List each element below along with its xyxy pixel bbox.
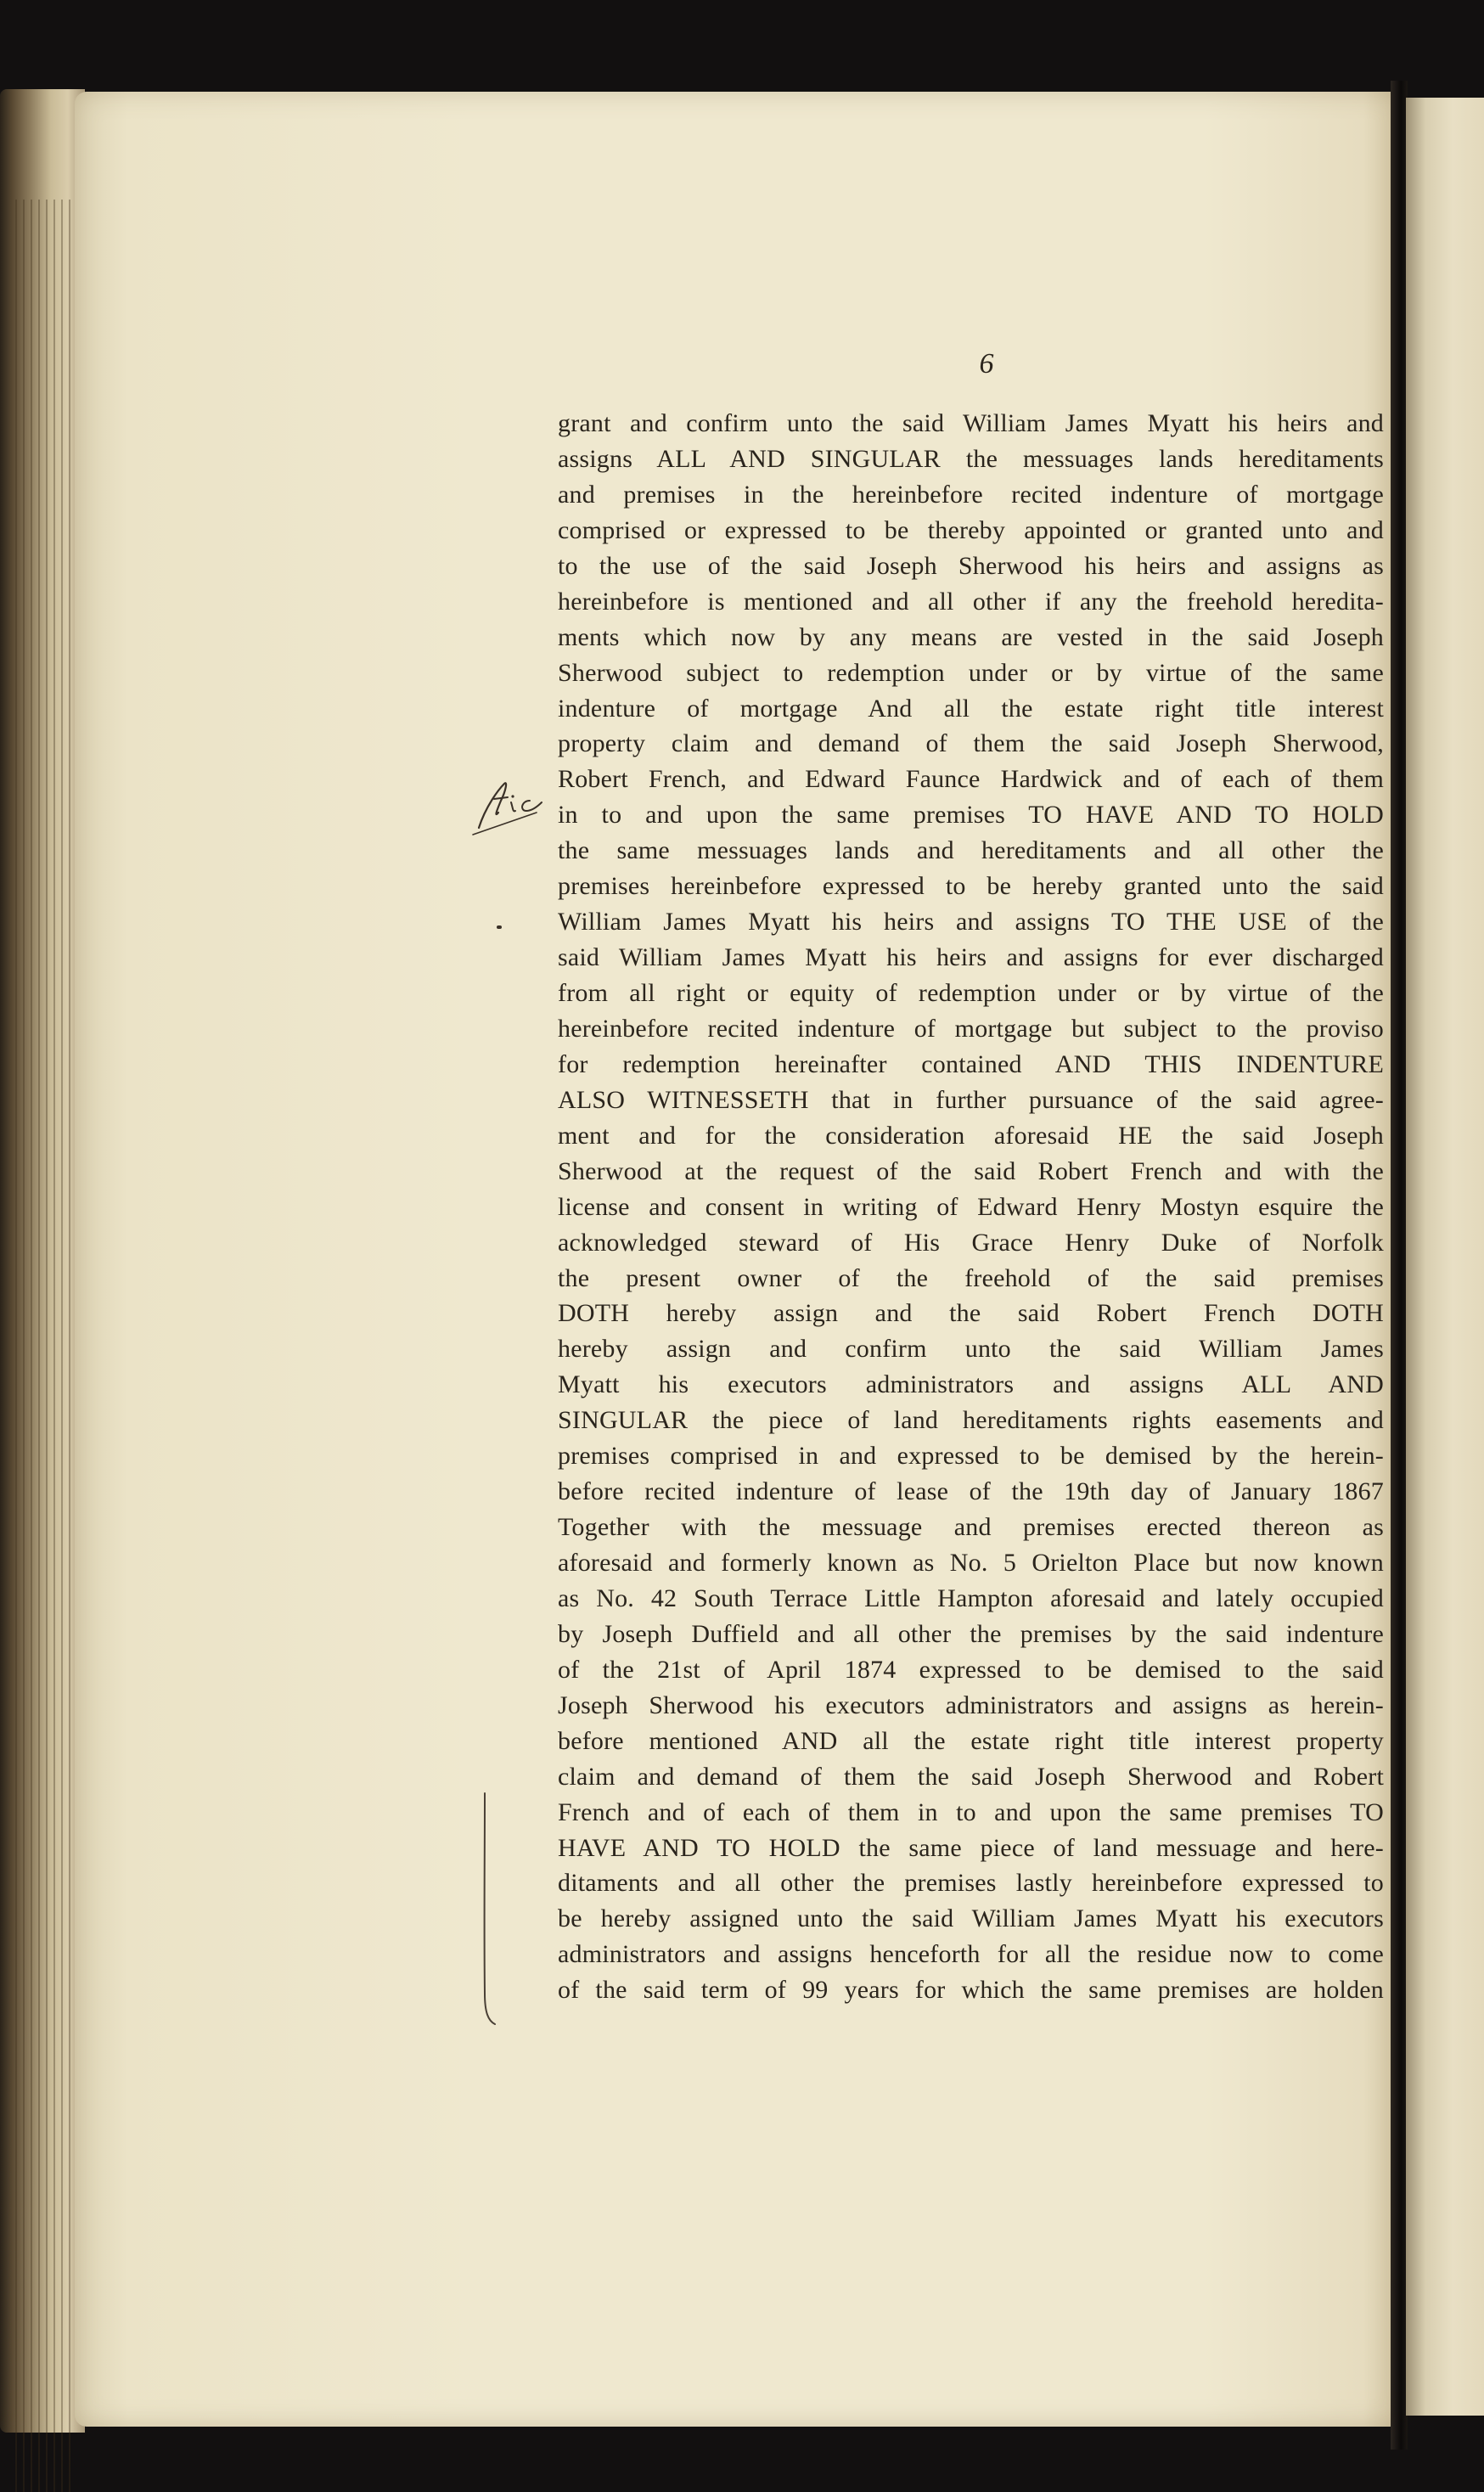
text-line: French and of each of them in to and upon the same premises TO [558,1797,1384,1826]
document-text [558,406,1384,2008]
text-line: comprised or expressed to be thereby appointed or granted unto and [558,515,1384,544]
text-line: hereinbefore is mentioned and all other if any the freehold heredita- [558,587,1384,616]
text-line: premises comprised in and expressed to be demised by the herein- [558,1442,1384,1471]
text-line: HAVE AND TO HOLD the same piece of land messuage and here- [558,1833,1384,1862]
text-line: property claim and demand of them the said Joseph Sherwood, [558,729,1384,758]
page-number: 6 [979,348,994,380]
margin-note-handwriting [469,768,545,836]
margin-pencil-line [480,1790,505,2028]
text-line: William James Myatt his heirs and assigns TO THE USE of the [558,908,1384,937]
text-line: premises hereinbefore expressed to be hereby granted unto the said [558,872,1384,901]
text-line: acknowledged steward of His Grace Henry Duke of Norfolk [558,1228,1384,1257]
text-line: aforesaid and formerly known as No. 5 Orielton Place but now known [558,1549,1384,1577]
text-line: grant and confirm unto the said William James Myatt his heirs and [558,409,1384,437]
text-line: DOTH hereby assign and the said Robert French DOTH [558,1299,1384,1328]
text-line: Myatt his executors administrators and assigns ALL AND [558,1370,1384,1399]
text-line: Sherwood at the request of the said Robert French and with the [558,1156,1384,1185]
text-line: of the 21st of April 1874 expressed to be demised to the said [558,1655,1384,1684]
text-line: from all right or equity of redemption under or by virtue of the [558,979,1384,1007]
facing-page-edge [1406,98,1484,2416]
text-line: of the said term of 99 years for which the same premises are holden [558,1976,1384,2005]
text-line: hereby assign and confirm unto the said William James [558,1335,1384,1364]
text-line: administrators and assigns henceforth for all the residue now to come [558,1940,1384,1969]
text-line: Robert French, and Edward Faunce Hardwick and of each of them [558,765,1384,794]
text-line: and premises in the hereinbefore recited indenture of mortgage [558,480,1384,509]
book-gutter [1391,81,1408,2450]
text-line: be hereby assigned unto the said William James Myatt his executors [558,1904,1384,1933]
text-line: Sherwood subject to redemption under or by virtue of the same [558,658,1384,687]
text-line: ditaments and all other the premises lastly hereinbefore expressed to [558,1869,1384,1898]
text-line: Joseph Sherwood his executors administrators and assigns as herein- [558,1690,1384,1719]
text-line: said William James Myatt his heirs and assigns for ever discharged [558,943,1384,972]
text-line: in to and upon the same premises TO HAVE AND TO HOLD [558,801,1384,830]
text-line: ALSO WITNESSETH that in further pursuance of the said agree- [558,1085,1384,1114]
text-line: hereinbefore recited indenture of mortgage but subject to the proviso [558,1014,1384,1043]
text-line: before recited indenture of lease of the 19th day of January 1867 [558,1477,1384,1506]
text-line: ment and for the consideration aforesaid HE the said Joseph [558,1121,1384,1150]
page-stack-lines [15,200,75,2492]
text-line: indenture of mortgage And all the estate right title interest [558,694,1384,723]
text-line: SINGULAR the piece of land hereditaments rights easements and [558,1406,1384,1435]
text-line: by Joseph Duffield and all other the premises by the said indenture [558,1619,1384,1648]
text-line: Together with the messuage and premises erected thereon as [558,1513,1384,1542]
text-line: as No. 42 South Terrace Little Hampton aforesaid and lately occupied [558,1584,1384,1612]
text-line: license and consent in writing of Edward Henry Mostyn esquire the [558,1192,1384,1221]
text-line: the present owner of the freehold of the said premises [558,1263,1384,1292]
page-stack-edge [0,89,85,2433]
text-line: the same messuages lands and hereditaments and all other the [558,836,1384,865]
text-line: claim and demand of them the said Joseph Sherwood and Robert [558,1762,1384,1791]
text-line: to the use of the said Joseph Sherwood his heirs and assigns as [558,551,1384,580]
text-line: ments which now by any means are vested in the said Joseph [558,622,1384,651]
text-line: assigns ALL AND SINGULAR the messuages lands hereditaments [558,444,1384,473]
stray-ink-mark [497,925,502,929]
text-line: for redemption hereinafter contained AND THIS INDENTURE [558,1049,1384,1078]
text-line: before mentioned AND all the estate right title interest property [558,1726,1384,1755]
